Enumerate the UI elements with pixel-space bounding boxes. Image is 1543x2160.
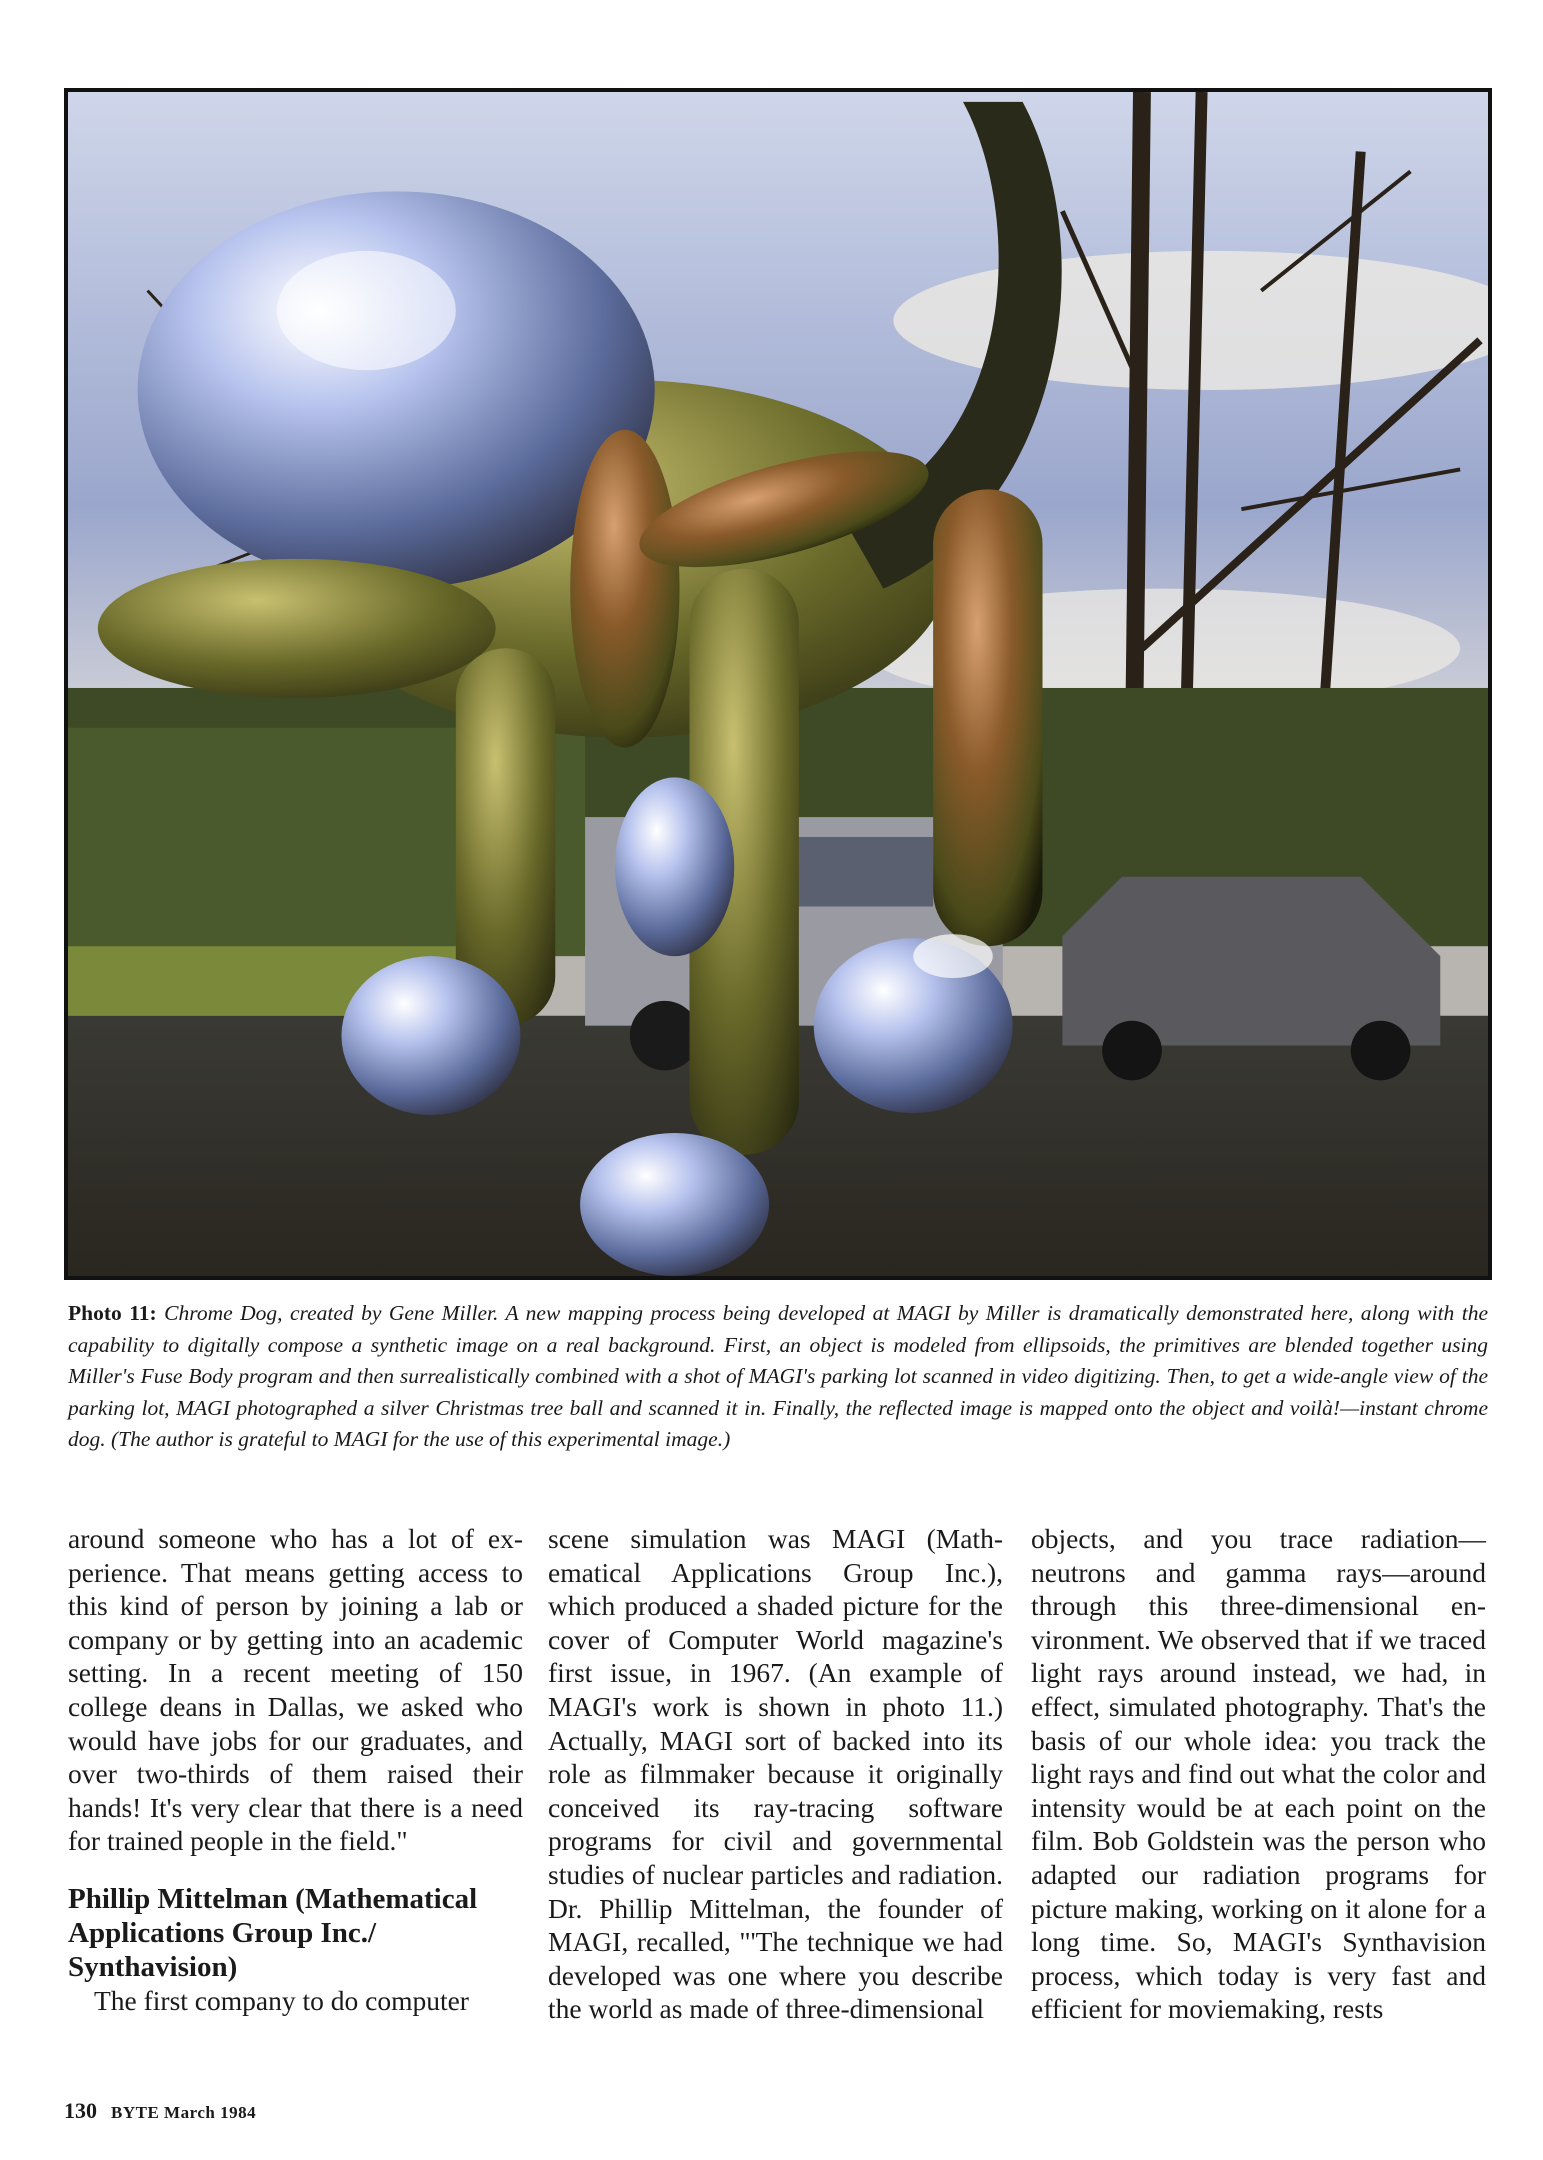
article-column-3: [1031, 1522, 1486, 2026]
article-column-2: [548, 1522, 1003, 2026]
column-1-paragraph-2: The first company to do computer: [94, 1984, 469, 2016]
column-2-paragraph: scene simulation was MAGI (Mathematical Applications Group Inc.), which produced a shaded picture for the cover of Computer World magazine's first issue, in 1967. (An example of MAGI's work is shown in photo 11.) Actually, MAGI sort of backed into its role as filmmaker because it originally conceived its ray-tracing software programs for civil and governmental studies of nuclear particles and radiation. Dr. Phillip Mittelman, the founder of MAGI, recalled, "'The technique we had developed was one where you describe the world as made of three-dimensional: [548, 1523, 1003, 2025]
magazine-issue: BYTE March 1984: [111, 2103, 257, 2122]
column-3-paragraph: objects, and you trace radiation—neutrons and gamma rays—around through this three-dimensional environment. We observed that if we traced light rays around instead, we had, in effect, simulated photography. That's the basis of our whole idea: you track the light rays and find out what the color and intensity would be at each point on the film. Bob Goldstein was the person who adapted our radiation programs for picture making, working on it alone for a long time. So, MAGI's Synthavision process, which today is very fast and efficient for moviemaking, rests: [1031, 1523, 1486, 2025]
photo-caption: [68, 1298, 1488, 1456]
photo-label: Photo 11:: [68, 1301, 157, 1325]
chrome-dog-image: [68, 92, 1488, 1276]
section-heading: Phillip Mittelman (Mathematical Applications Group Inc./ Synthavision): [68, 1882, 478, 1983]
column-1-paragraph: around someone who has a lot of experience. That means getting access to this kind of person by joining a lab or company or by getting into an academic setting. In a recent meeting of 150 college deans in Dallas, we asked who would have jobs for our graduates, and over two-thirds of them raised their hands! It's very clear that there is a need for trained people in the field.": [68, 1523, 523, 1857]
chrome-dog-photo: [64, 88, 1492, 1280]
page-number: 130: [64, 2098, 97, 2123]
page-footer: [64, 2098, 256, 2124]
article-column-1: [68, 1522, 523, 2018]
photo-caption-text: Chrome Dog, created by Gene Miller. A new mapping process being developed at MAGI by Miller is dramatically demonstrated here, along with the capability to digitally compose a synthetic image on a real background. First, an object is modeled from ellipsoids, the primitives are blended together using Miller's Fuse Body program and then surrealistically combined with a shot of MAGI's parking lot scanned in video digitizing. Then, to get a wide-angle view of the parking lot, MAGI photographed a silver Christmas tree ball and scanned it in. Finally, the reflected image is mapped onto the object and voilà!—instant chrome dog. (The author is grateful to MAGI for the use of this experimental image.): [68, 1301, 1488, 1451]
